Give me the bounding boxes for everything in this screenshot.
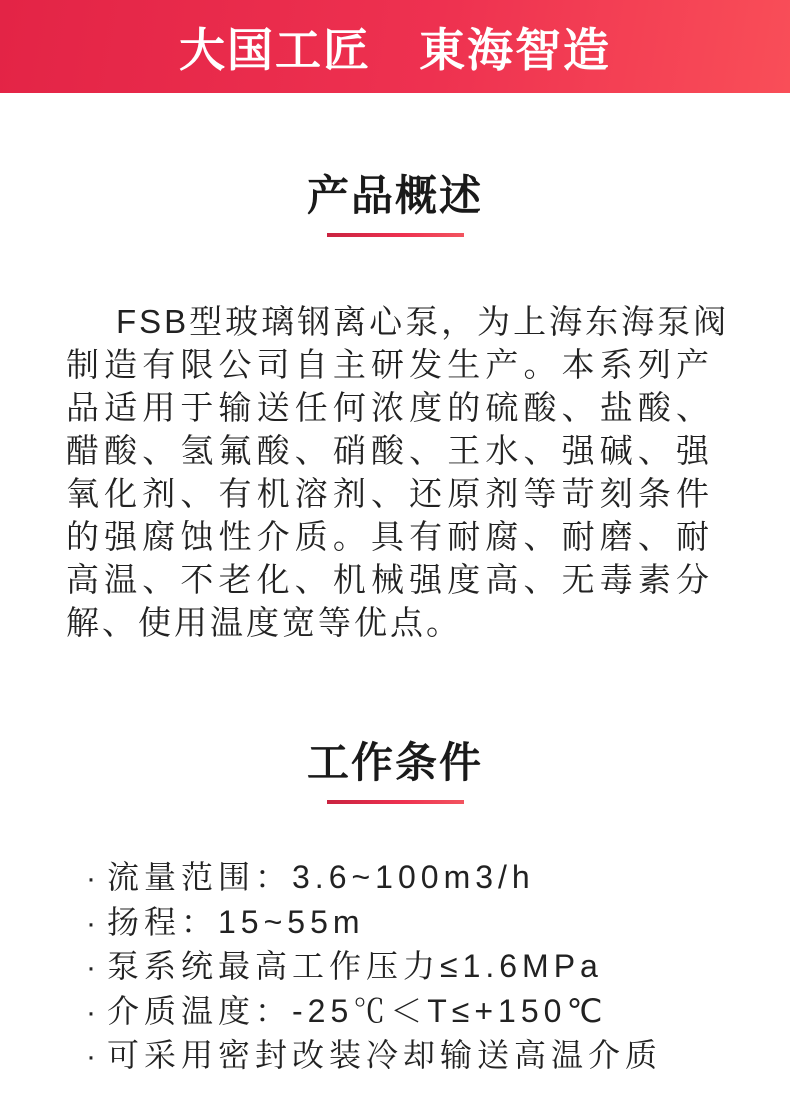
description-line: 高温、不老化、机械强度高、无毒素分 [66, 561, 712, 598]
list-item [0, 990, 790, 1035]
section-title-conditions: 工作条件 [306, 739, 483, 786]
product-description [66, 300, 730, 644]
bullet-icon: · [86, 995, 101, 1029]
description-line: 解、使用温度宽等优点。 [66, 604, 462, 641]
description-line: FSB型玻璃钢离心泵，为上海东海泵阀 [116, 303, 730, 340]
list-item [0, 901, 790, 946]
description-line: 氧化剂、有机溶剂、还原剂等苛刻条件 [66, 475, 712, 512]
list-item-text: 介质温度：-25℃＜T≤+150℃ [107, 992, 608, 1029]
list-item-text: 流量范围：3.6~100m3/h [107, 859, 535, 895]
bullet-icon: · [86, 1040, 101, 1073]
description-line: 品适用于输送任何浓度的硫酸、盐酸、 [66, 389, 712, 426]
description-line: 的强腐蚀性介质。具有耐腐、耐磨、耐 [66, 518, 712, 555]
bullet-icon: · [86, 906, 101, 940]
section-title-overview: 产品概述 [306, 172, 483, 219]
banner-title: 大国工匠 東海智造 [179, 23, 611, 76]
list-item-text: 扬程：15~55m [107, 903, 365, 940]
description-line: 醋酸、氢氟酸、硝酸、王水、强碱、强 [66, 432, 712, 469]
list-item [0, 1034, 790, 1079]
bullet-icon: · [86, 951, 101, 984]
list-item-text: 可采用密封改装冷却输送高温介质 [107, 1037, 663, 1073]
top-banner [0, 0, 790, 93]
list-item [0, 856, 790, 901]
conditions-list [0, 856, 790, 1079]
title-underline-conditions [327, 800, 464, 804]
title-underline-overview [327, 233, 464, 237]
list-item-text: 泵系统最高工作压力≤1.6MPa [107, 948, 603, 984]
description-line: 制造有限公司自主研发生产。本系列产 [66, 346, 712, 383]
bullet-icon: · [86, 862, 101, 895]
list-item [0, 945, 790, 990]
